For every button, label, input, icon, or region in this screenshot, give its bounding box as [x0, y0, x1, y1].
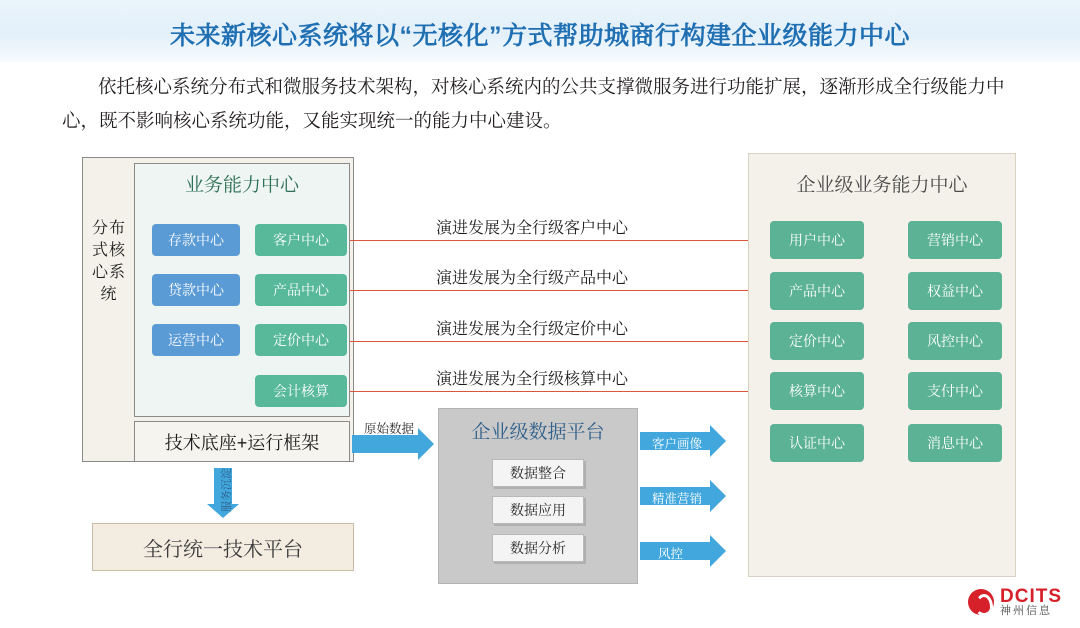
enterprise-capability-panel — [748, 153, 1016, 577]
ent-pill-message-center[interactable]: 消息中心 — [908, 424, 1002, 462]
ent-pill-risk-center[interactable]: 风控中心 — [908, 322, 1002, 360]
data-platform-item-application[interactable]: 数据应用 — [492, 496, 584, 524]
data-platform-item-integration[interactable]: 数据整合 — [492, 459, 584, 487]
pill-loan-center[interactable]: 贷款中心 — [152, 274, 240, 306]
brand-logo — [968, 587, 1062, 618]
evolution-line-1 — [350, 240, 754, 241]
evolution-label-3: 演进发展为全行级定价中心 — [436, 321, 629, 338]
ent-pill-user-center[interactable]: 用户中心 — [770, 221, 864, 259]
evolution-line-4 — [350, 391, 754, 392]
arrow-label-precise-marketing: 精准营销 — [652, 492, 703, 506]
pill-customer-center[interactable]: 客户中心 — [255, 224, 347, 256]
intro-paragraph: 依托核心系统分布式和微服务技术架构，对核心系统内的公共支撑微服务进行功能扩展，逐渐形成全行级能力中心，既不影响核心系统功能，又能实现统一的能力中心建设。 — [62, 76, 1005, 131]
evolution-line-2 — [350, 290, 754, 291]
evolution-line-3 — [350, 341, 754, 342]
pill-operation-center[interactable]: 运营中心 — [152, 324, 240, 356]
ent-pill-payment-center[interactable]: 支付中心 — [908, 372, 1002, 410]
ent-pill-pricing-center[interactable]: 定价中心 — [770, 322, 864, 360]
pill-accounting-center[interactable]: 会计核算 — [255, 375, 347, 407]
arrow-label-customer-profile: 客户画像 — [652, 437, 703, 451]
business-capability-center-title: 业务能力中心 — [184, 175, 299, 196]
arrow-label-service-sediment: 服务沉淀 — [221, 468, 233, 512]
tech-foundation-box: 技术底座+运行框架 — [134, 421, 350, 462]
ent-pill-rights-center[interactable]: 权益中心 — [908, 272, 1002, 310]
unified-tech-platform-box: 全行统一技术平台 — [92, 523, 354, 571]
logo-text-en: DCITS — [1000, 585, 1062, 607]
arrow-label-risk-control: 风控 — [658, 547, 684, 561]
evolution-label-4: 演进发展为全行级核算中心 — [436, 371, 629, 388]
ent-pill-product-center[interactable]: 产品中心 — [770, 272, 864, 310]
pill-deposit-center[interactable]: 存款中心 — [152, 224, 240, 256]
page-title: 未来新核心系统将以“无核化”方式帮助城商行构建企业级能力中心 — [169, 22, 910, 50]
distributed-core-label: 分布式核心系统 — [92, 220, 127, 303]
data-platform-title: 企业级数据平台 — [471, 422, 605, 443]
pill-pricing-center[interactable]: 定价中心 — [255, 324, 347, 356]
arrow-label-raw-data: 原始数据 — [364, 422, 415, 436]
arrow-risk-control — [640, 535, 728, 567]
evolution-label-1: 演进发展为全行级客户中心 — [436, 220, 629, 237]
logo-text-cn: 神州信息 — [1000, 605, 1052, 618]
ent-pill-marketing-center[interactable]: 营销中心 — [908, 221, 1002, 259]
enterprise-panel-title: 企业级业务能力中心 — [796, 175, 968, 196]
evolution-label-2: 演进发展为全行级产品中心 — [436, 270, 629, 287]
logo-mark-icon — [968, 589, 994, 615]
ent-pill-auth-center[interactable]: 认证中心 — [770, 424, 864, 462]
data-platform-item-analysis[interactable]: 数据分析 — [492, 534, 584, 562]
pill-product-center[interactable]: 产品中心 — [255, 274, 347, 306]
logo-text — [1000, 587, 1062, 618]
ent-pill-accounting-center[interactable]: 核算中心 — [770, 372, 864, 410]
